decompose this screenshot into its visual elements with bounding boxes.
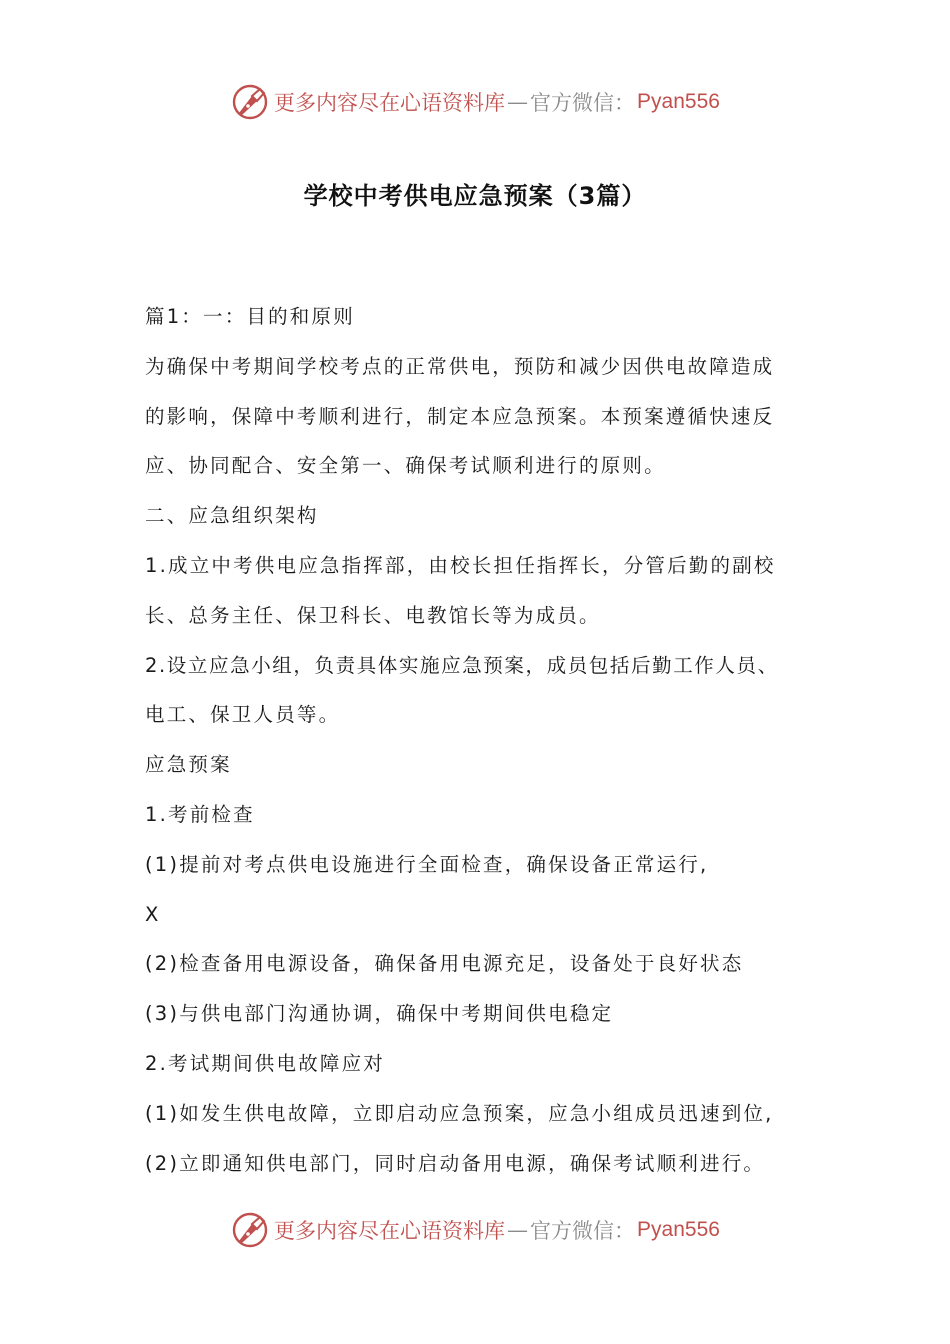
body-line: (2)立即通知供电部门，同时启动备用电源，确保考试顺利进行。	[145, 1151, 766, 1175]
body-line: X	[145, 902, 161, 926]
banner-wechat-label: 官方微信：	[530, 1219, 636, 1243]
body-line: 1.考前检查	[145, 802, 255, 826]
document-title: 学校中考供电应急预案（3篇）	[303, 182, 647, 210]
banner-wechat-label: 官方微信：	[530, 91, 636, 115]
body-line: 1.成立中考供电应急指挥部，由校长担任指挥长，分管后勤的副校	[145, 553, 776, 577]
body-line: 篇1：一：目的和原则	[145, 305, 355, 328]
body-line: 应、协同配合、安全第一、确保考试顺利进行的原则。	[145, 454, 666, 478]
pen-nib-logo-icon	[230, 1210, 270, 1250]
pen-nib-logo-icon	[230, 82, 270, 122]
body-line: (1)如发生供电故障，立即启动应急预案，应急小组成员迅速到位,	[145, 1101, 774, 1125]
header-banner	[0, 80, 950, 124]
banner-separator: —	[507, 1218, 529, 1242]
banner-wechat-id: Pyan556	[637, 1218, 720, 1241]
body-line: (1)提前对考点供电设施进行全面检查，确保设备正常运行,	[145, 852, 709, 876]
body-line: (2)检查备用电源设备，确保备用电源充足，设备处于良好状态	[145, 952, 744, 976]
body-line: 长、总务主任、保卫科长、电教馆长等为成员。	[145, 603, 601, 627]
body-line: 的影响，保障中考顺利进行，制定本应急预案。本预案遵循快速反	[145, 404, 775, 428]
body-line: 为确保中考期间学校考点的正常供电，预防和减少因供电故障造成	[145, 354, 775, 378]
banner-text: 更多内容尽在心语资料库	[274, 1219, 506, 1243]
body-line: 2.设立应急小组，负责具体实施应急预案，成员包括后勤工作人员、	[145, 653, 779, 677]
body-line: 2.考试期间供电故障应对	[145, 1051, 386, 1075]
document-body	[145, 300, 825, 1196]
body-line: 应急预案	[145, 753, 232, 777]
banner-wechat-id: Pyan556	[637, 90, 720, 113]
footer-banner	[0, 1208, 950, 1252]
body-line: 二、应急组织架构	[145, 504, 319, 528]
banner-text: 更多内容尽在心语资料库	[274, 91, 506, 115]
body-line: 电工、保卫人员等。	[145, 703, 341, 727]
banner-separator: —	[507, 90, 529, 114]
body-line: (3)与供电部门沟通协调，确保中考期间供电稳定	[145, 1002, 614, 1026]
